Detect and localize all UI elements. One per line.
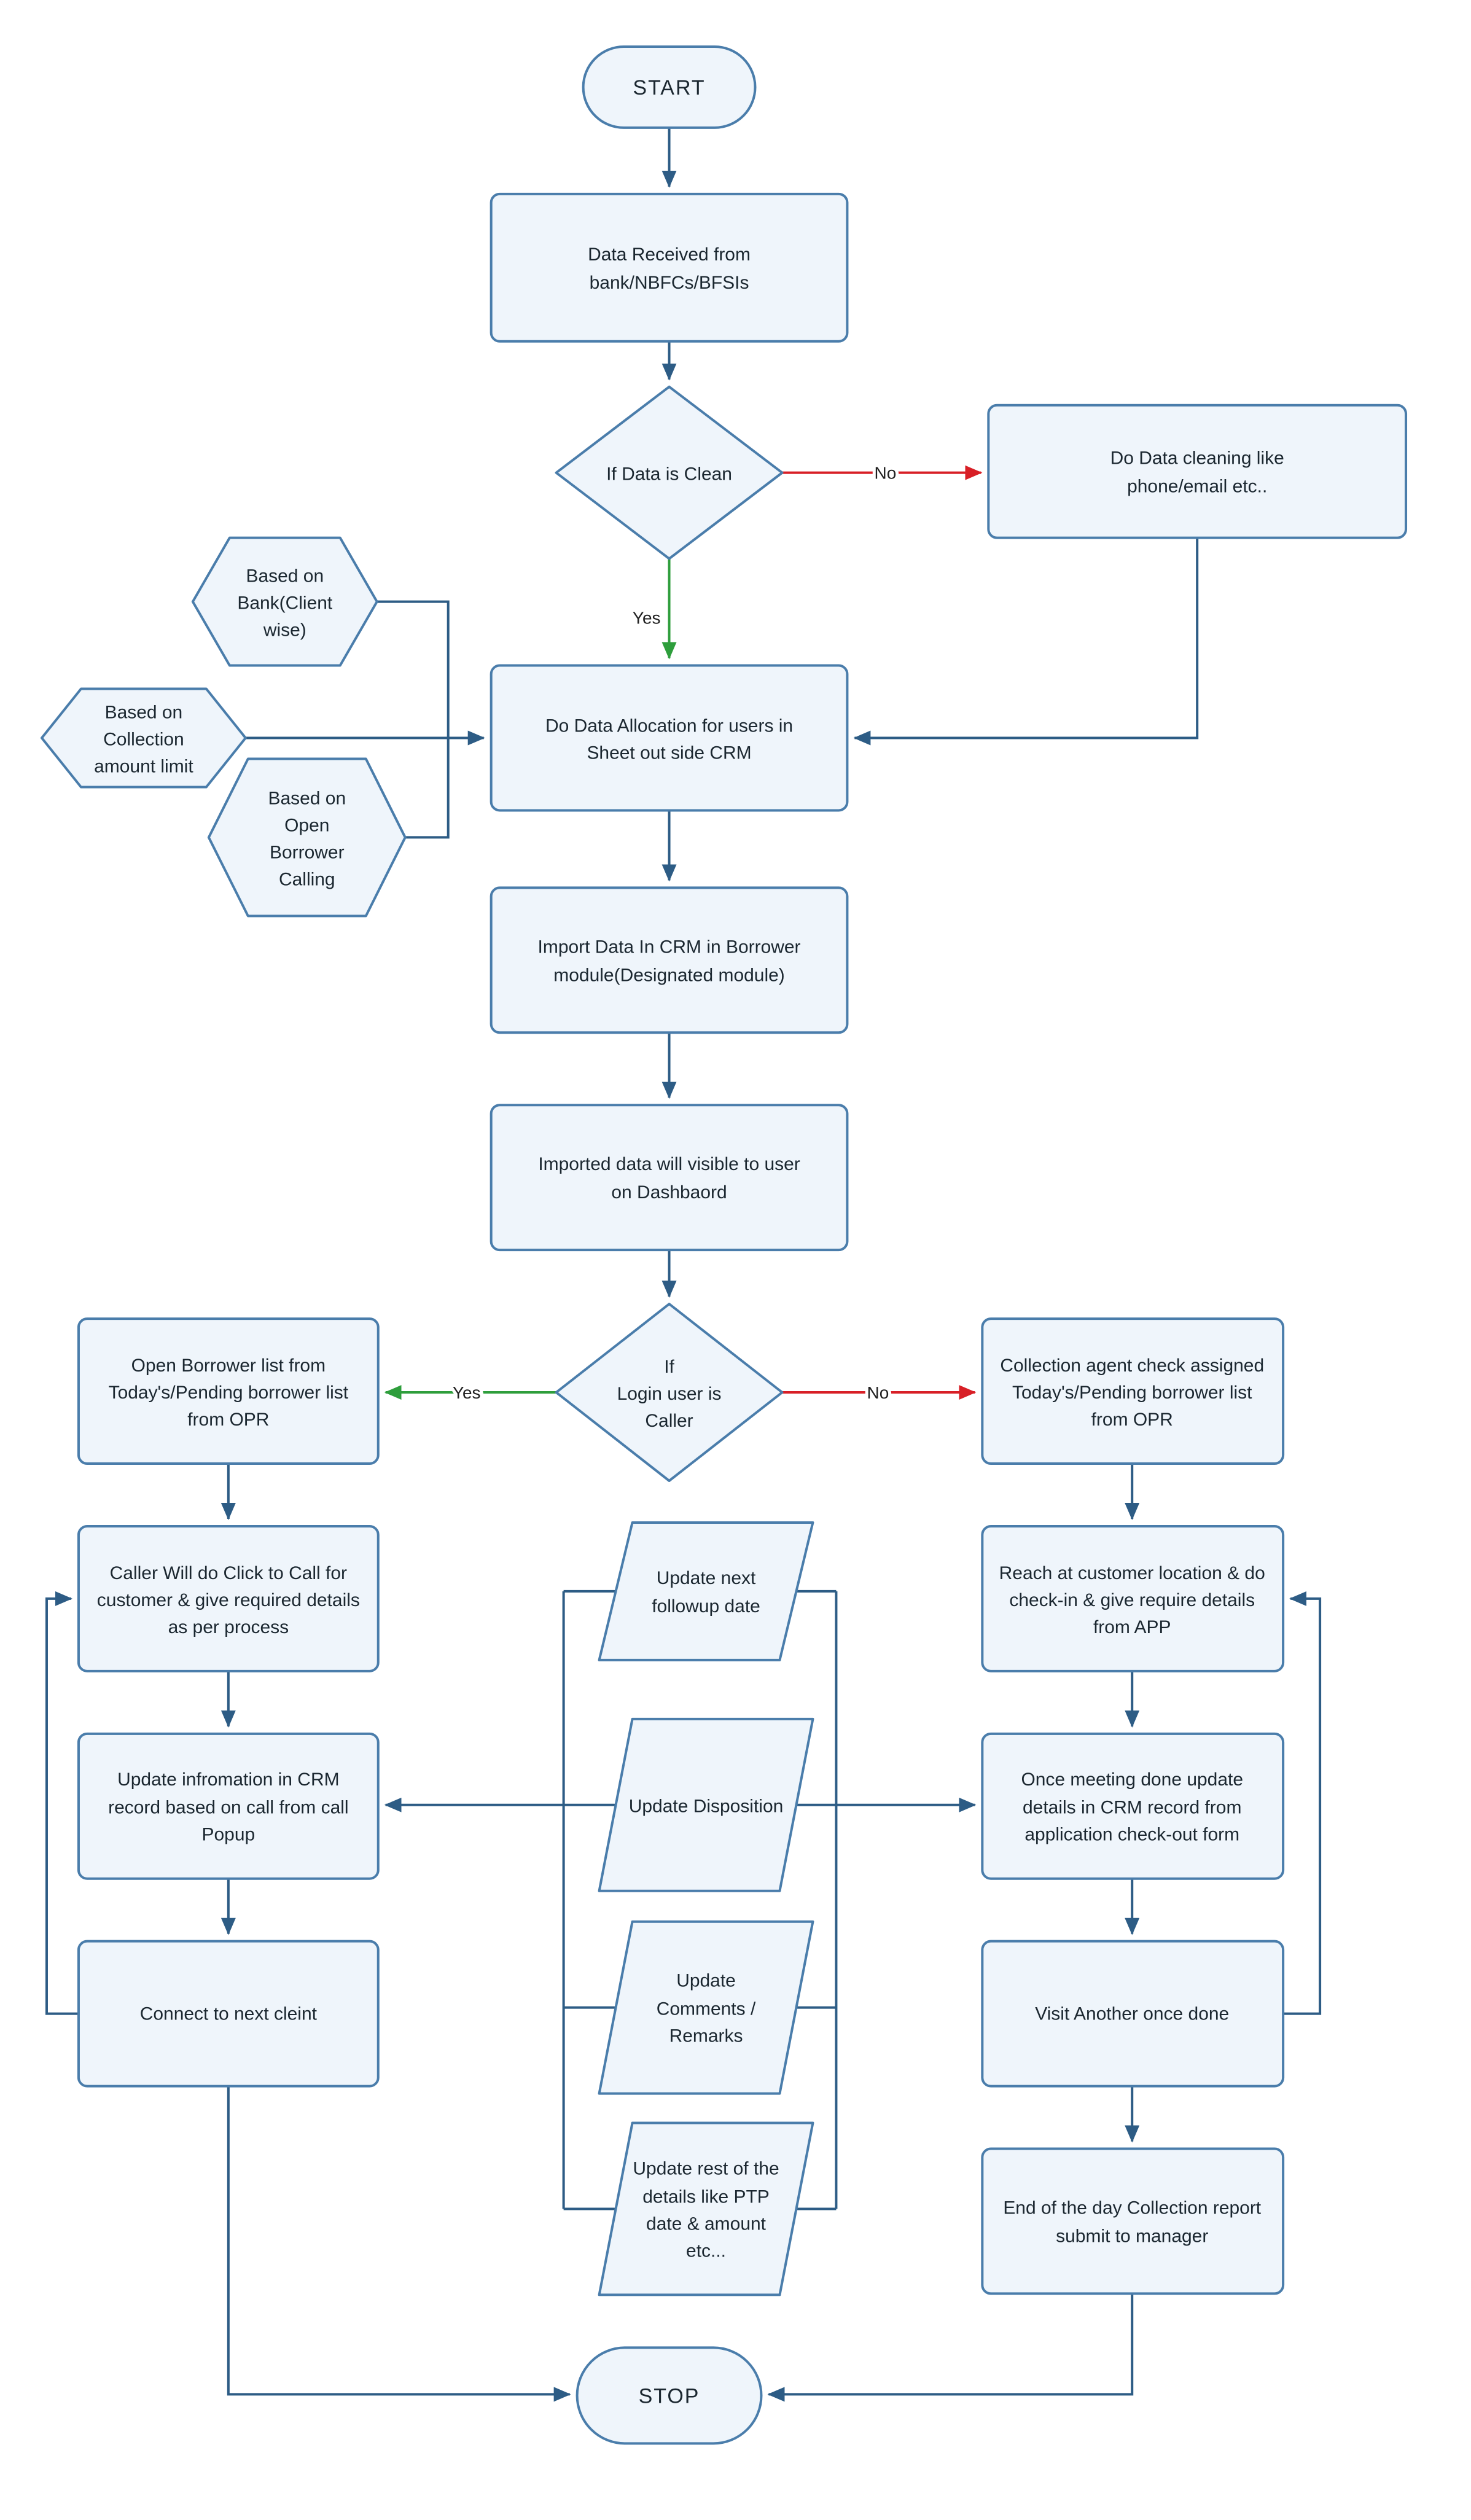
node-update-information-crm xyxy=(79,1734,378,1879)
svg-text:Based onOpenBorrowerCalling: Based on Open Borrower Calling xyxy=(268,788,346,890)
edge-connect-next-loop-to-click-to-call xyxy=(47,1599,79,2014)
node-open-borrower-list xyxy=(79,1319,378,1464)
edge-hex-open-borrower-join xyxy=(405,738,448,837)
svg-text:Once meeting done updatedetail: Once meeting done update details in CRM record from application check-out form xyxy=(1021,1769,1244,1845)
svg-text:End of the day Collection rep: End of the day Collection report submit to manager xyxy=(1003,2198,1262,2247)
svg-text:Update infromation in CRMrecor: Update infromation in CRM record based on call from call Popup xyxy=(108,1769,349,1845)
svg-text:Open Borrower list fromToday's: Open Borrower list from Today's/Pending borrower list from OPR xyxy=(108,1356,349,1430)
svg-text:Do Data cleaning likephone/ema: Do Data cleaning like phone/email etc.. xyxy=(1110,448,1284,497)
node-reach-customer-location xyxy=(982,1526,1283,1671)
svg-text:Import Data In CRM in Borrower: Import Data In CRM in Borrower module(Designated module) xyxy=(537,937,801,986)
node-start xyxy=(583,47,755,128)
svg-text:If Data is Clean: If Data is Clean xyxy=(606,464,732,485)
svg-text:Based onBank(Clientwise): Based on Bank(Client wise) xyxy=(237,566,333,641)
node-import-data xyxy=(491,887,848,1032)
node-collection-agent-check xyxy=(982,1319,1283,1464)
node-do-data-allocation xyxy=(491,666,848,811)
node-data-received xyxy=(491,194,848,341)
svg-text:IfLogin user isCaller: If Login user is Caller xyxy=(617,1357,722,1432)
node-end-of-day-report xyxy=(982,2149,1283,2294)
edge-cleaning-to-allocation xyxy=(854,538,1197,738)
node-stop xyxy=(577,2347,762,2443)
svg-text:Imported data will visible to: Imported data will visible to user on Dashbaord xyxy=(538,1154,800,1203)
svg-text:Do Data Allocation for users i: Do Data Allocation for users in Sheet out side CRM xyxy=(545,716,794,763)
node-connect-next-client xyxy=(79,1941,378,2086)
node-if-data-clean xyxy=(556,387,782,559)
node-based-on-bank xyxy=(193,538,377,666)
svg-text:Update rest of thedetails like: Update rest of the details like PTP date & amount etc... xyxy=(633,2158,779,2261)
svg-text:STOP: STOP xyxy=(638,2384,700,2408)
svg-text:Based onCollectionamount limit: Based on Collection amount limit xyxy=(94,702,193,777)
node-based-on-collection-limit xyxy=(42,689,246,787)
node-update-rest-details xyxy=(599,2123,813,2295)
svg-text:Caller Will do Click to Call f: Caller Will do Click to Call for customer & give required details as per process xyxy=(96,1562,360,1637)
node-if-login-user-caller xyxy=(556,1304,782,1481)
node-update-next-followup xyxy=(599,1523,813,1660)
node-once-meeting-done xyxy=(982,1734,1283,1879)
edge-label-login-caller-yes: Yes xyxy=(452,1383,481,1403)
svg-text:Reach at customer location & d: Reach at customer location & do check-in & give require details from APP xyxy=(999,1562,1265,1637)
edge-label-data-clean-no: No xyxy=(874,463,897,483)
svg-text:Update nextfollowup date: Update next followup date xyxy=(652,1567,760,1617)
node-update-comments-remarks xyxy=(599,1922,813,2094)
edge-label-login-caller-no: No xyxy=(867,1383,889,1403)
edge-hex-bank-join xyxy=(377,602,448,738)
node-caller-click-to-call xyxy=(79,1526,378,1671)
svg-text:UpdateComments /Remarks: Update Comments / Remarks xyxy=(656,1970,756,2046)
node-update-disposition xyxy=(599,1719,813,1891)
svg-text:START: START xyxy=(633,76,706,99)
svg-text:Visit Another once done: Visit Another once done xyxy=(1035,2003,1230,2024)
node-imported-data-visible xyxy=(491,1105,848,1250)
svg-text:Connect to next cleint: Connect to next cleint xyxy=(139,2003,317,2024)
edge-end-of-day-to-stop xyxy=(768,2293,1132,2394)
svg-text:Data Received frombank/NBFCs/B: Data Received from bank/NBFCs/BFSIs xyxy=(588,244,751,293)
edge-label-data-clean-yes: Yes xyxy=(632,608,661,628)
edge-connect-next-to-stop xyxy=(228,2086,570,2395)
edge-visit-another-loop-to-reach-customer xyxy=(1283,1599,1320,2014)
node-visit-another xyxy=(982,1941,1283,2086)
node-do-data-cleaning xyxy=(988,405,1406,538)
svg-text:Collection agent check assigne: Collection agent check assigned Today's/Pending borrower list from OPR xyxy=(1000,1356,1265,1430)
node-based-on-open-borrower xyxy=(209,759,405,916)
svg-text:Update Disposition: Update Disposition xyxy=(628,1796,784,1817)
